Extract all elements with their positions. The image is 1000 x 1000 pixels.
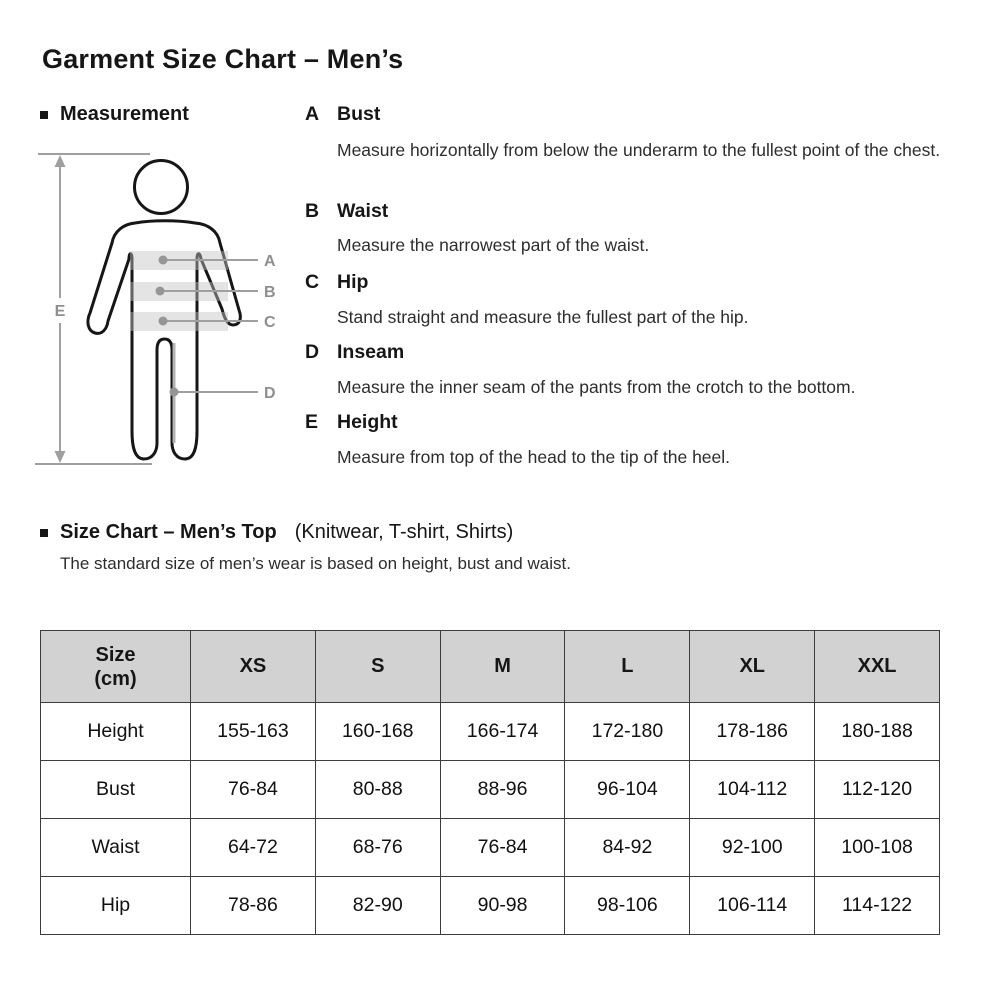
table-cell: 76-84 xyxy=(440,819,565,877)
definition-bust-description: Measure horizontally from below the underarm to the fullest point of the chest. xyxy=(337,140,941,160)
definition-inseam-description: Measure the inner seam of the pants from the crotch to the bottom. xyxy=(337,377,856,397)
row-label: Height xyxy=(41,703,191,761)
definition-inseam-heading xyxy=(305,341,404,364)
definition-term: Inseam xyxy=(337,341,405,363)
arrow-up-icon xyxy=(55,155,66,167)
size-chart-subtitle: The standard size of men’s wear is based on height, bust and waist. xyxy=(60,554,571,573)
measurement-section-heading xyxy=(40,103,189,126)
table-cell: 104-112 xyxy=(690,761,815,819)
table-cell: 100-108 xyxy=(815,819,940,877)
table-cell: 166-174 xyxy=(440,703,565,761)
column-header-xl: XL xyxy=(690,631,815,703)
figure-labels xyxy=(264,253,276,402)
table-cell: 84-92 xyxy=(565,819,690,877)
bust-dot xyxy=(159,256,168,265)
table-cell: 155-163 xyxy=(191,703,316,761)
corner-header-line1: Size xyxy=(95,643,136,666)
table-row-height xyxy=(41,703,940,761)
figure-label-B: B xyxy=(264,284,276,301)
definition-waist-description: Measure the narrowest part of the waist. xyxy=(337,235,650,255)
size-chart-table xyxy=(40,630,940,935)
definition-term: Height xyxy=(337,411,398,433)
arrow-down-icon xyxy=(55,451,66,463)
bullet-square-icon xyxy=(40,529,48,537)
corner-header-line2: (cm) xyxy=(94,667,137,690)
row-label: Hip xyxy=(41,877,191,935)
hip-dot xyxy=(159,317,168,326)
column-header-l: L xyxy=(565,631,690,703)
figure-head xyxy=(135,161,188,214)
column-header-s: S xyxy=(315,631,440,703)
table-cell: 106-114 xyxy=(690,877,815,935)
waist-dot xyxy=(156,287,165,296)
definition-term: Bust xyxy=(337,103,381,125)
row-label: Bust xyxy=(41,761,191,819)
table-row-hip xyxy=(41,877,940,935)
measurement-heading-label: Measurement xyxy=(60,103,189,125)
definition-letter: C xyxy=(305,271,320,293)
table-cell: 96-104 xyxy=(565,761,690,819)
definition-letter: A xyxy=(305,103,320,125)
row-label: Waist xyxy=(41,819,191,877)
table-row-bust xyxy=(41,761,940,819)
column-header-m: M xyxy=(440,631,565,703)
column-header-xs: XS xyxy=(191,631,316,703)
corner-header-cell xyxy=(41,631,191,703)
table-cell: 78-86 xyxy=(191,877,316,935)
table-cell: 82-90 xyxy=(315,877,440,935)
figure-label-E: E xyxy=(54,303,66,320)
figure-label-C: C xyxy=(264,314,276,331)
table-cell: 114-122 xyxy=(815,877,940,935)
size-chart-heading-bold: Size Chart – Men’s Top xyxy=(60,521,277,543)
definition-waist-heading xyxy=(305,200,388,223)
figure-label-A: A xyxy=(264,253,276,270)
figure-label-D: D xyxy=(264,385,276,402)
table-cell: 64-72 xyxy=(191,819,316,877)
page-title: Garment Size Chart – Men’s xyxy=(42,44,404,74)
table-cell: 92-100 xyxy=(690,819,815,877)
definition-hip-description: Stand straight and measure the fullest part of the hip. xyxy=(337,307,749,327)
definition-height-description: Measure from top of the head to the tip of the heel. xyxy=(337,447,731,467)
table-cell: 80-88 xyxy=(315,761,440,819)
table-cell: 178-186 xyxy=(690,703,815,761)
definition-term: Hip xyxy=(337,271,369,293)
table-cell: 172-180 xyxy=(565,703,690,761)
definition-hip-heading xyxy=(305,271,368,294)
table-cell: 160-168 xyxy=(315,703,440,761)
table-cell: 88-96 xyxy=(440,761,565,819)
bullet-square-icon xyxy=(40,111,48,119)
definition-letter: D xyxy=(305,341,320,363)
definition-bust-heading xyxy=(305,103,380,126)
definition-height-heading xyxy=(305,411,398,434)
definition-letter: E xyxy=(305,411,319,433)
inseam-dot xyxy=(170,388,179,397)
table-row-waist xyxy=(41,819,940,877)
table-cell: 76-84 xyxy=(191,761,316,819)
size-chart-section-heading xyxy=(40,521,513,544)
table-cell: 90-98 xyxy=(440,877,565,935)
body-measurement-figure xyxy=(28,143,298,488)
column-header-xxl: XXL xyxy=(815,631,940,703)
table-cell: 180-188 xyxy=(815,703,940,761)
table-header-row xyxy=(41,631,940,703)
table-cell: 68-76 xyxy=(315,819,440,877)
table-cell: 112-120 xyxy=(815,761,940,819)
table-cell: 98-106 xyxy=(565,877,690,935)
size-chart-heading-regular: (Knitwear, T-shirt, Shirts) xyxy=(294,521,514,543)
definition-term: Waist xyxy=(337,200,389,222)
definition-letter: B xyxy=(305,200,320,222)
